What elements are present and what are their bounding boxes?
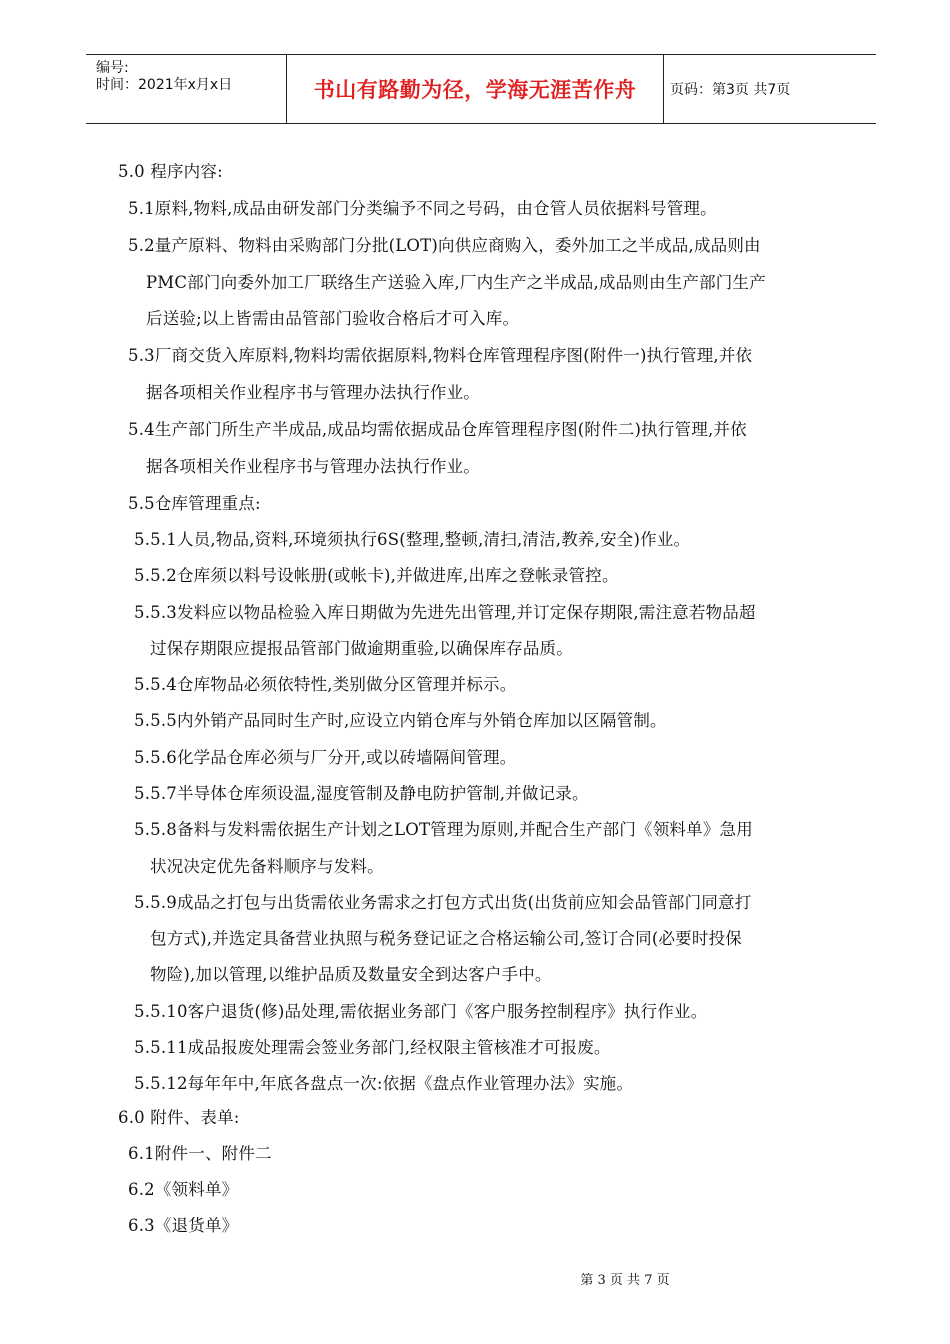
page-footer [0, 1269, 950, 1288]
paragraph-line: 5.5.5内外销产品同时生产时,应设立内销仓库与外销仓库加以区隔管制。 [134, 711, 667, 730]
paragraph-line: 包方式),并选定具备营业执照与税务登记证之合格运输公司,签订合同(必要时投保 [150, 929, 742, 948]
paragraph-line: 6.2《领料单》 [128, 1180, 239, 1199]
paragraph-line: 过保存期限应提报品管部门做逾期重验,以确保库存品质。 [150, 639, 573, 658]
paragraph-line: PMC部门向委外加工厂联络生产送验入库,厂内生产之半成品,成品则由生产部门生产 [146, 273, 766, 292]
paragraph-line: 5.3厂商交货入库原料,物料均需依据原料,物料仓库管理程序图(附件一)执行管理,并依 [128, 346, 753, 365]
subsection-heading: 5.5仓库管理重点: [128, 494, 261, 513]
page-header [86, 54, 876, 124]
page-number-label: 页码：第3页 共7页 [670, 82, 791, 98]
paragraph-line: 5.5.10客户退货(修)品处理,需依据业务部门《客户服务控制程序》执行作业。 [134, 1002, 708, 1021]
paragraph-line: 据各项相关作业程序书与管理办法执行作业。 [146, 383, 480, 402]
number-label: 编号: [96, 60, 129, 76]
header-meta [86, 55, 286, 123]
paragraph-line: 5.2量产原料、物料由采购部门分批(LOT)向供应商购入，委外加工之半成品,成品则由 [128, 236, 761, 255]
paragraph-line: 5.5.2仓库须以料号设帐册(或帐卡),并做进库,出库之登帐录管控。 [134, 566, 619, 585]
paragraph-line: 6.3《退货单》 [128, 1216, 239, 1235]
paragraph-line: 5.5.4仓库物品必须依特性,类别做分区管理并标示。 [134, 675, 517, 694]
section-heading: 5.0 程序内容: [118, 162, 223, 181]
header-page-cell [664, 55, 876, 123]
paragraph-line: 5.5.1人员,物品,资料,环境须执行6S(整理,整顿,清扫,清洁,教养,安全)作业。 [134, 530, 691, 549]
paragraph-line: 5.5.8备料与发料需依据生产计划之LOT管理为原则,并配合生产部门《领料单》急用 [134, 820, 753, 839]
header-motto-cell [286, 55, 664, 123]
paragraph-line: 5.5.9成品之打包与出货需依业务需求之打包方式出货(出货前应知会品管部门同意打 [134, 893, 752, 912]
paragraph-line: 5.5.3发料应以物品检验入库日期做为先进先出管理,并订定保存期限,需注意若物品超 [134, 603, 756, 622]
paragraph-line: 6.1附件一、附件二 [128, 1144, 272, 1163]
paragraph-line: 5.1原料,物料,成品由研发部门分类编予不同之号码，由仓管人员依据料号管理。 [128, 199, 717, 218]
section-heading: 6.0 附件、表单: [118, 1108, 240, 1127]
paragraph-line: 后送验;以上皆需由品管部门验收合格后才可入库。 [146, 309, 520, 328]
paragraph-line: 5.5.11成品报废处理需会签业务部门,经权限主管核准才可报废。 [134, 1038, 611, 1057]
time-label: 时间：2021年x月x日 [96, 77, 233, 93]
paragraph-line: 状况决定优先备料顺序与发料。 [150, 857, 384, 876]
paragraph-line: 据各项相关作业程序书与管理办法执行作业。 [146, 457, 480, 476]
paragraph-line: 5.5.6化学品仓库必须与厂分开,或以砖墙隔间管理。 [134, 748, 517, 767]
paragraph-line: 5.5.12每年年中,年底各盘点一次:依据《盘点作业管理办法》实施。 [134, 1074, 634, 1093]
motto-text: 书山有路勤为径，学海无涯苦作舟 [313, 78, 637, 102]
paragraph-line: 5.4生产部门所生产半成品,成品均需依据成品仓库管理程序图(附件二)执行管理,并依 [128, 420, 747, 439]
paragraph-line: 物险),加以管理,以维护品质及数量安全到达客户手中。 [150, 965, 552, 984]
footer-page-number: 第 3 页 共 7 页 [580, 1273, 670, 1288]
paragraph-line: 5.5.7半导体仓库须设温,湿度管制及静电防护管制,并做记录。 [134, 784, 589, 803]
